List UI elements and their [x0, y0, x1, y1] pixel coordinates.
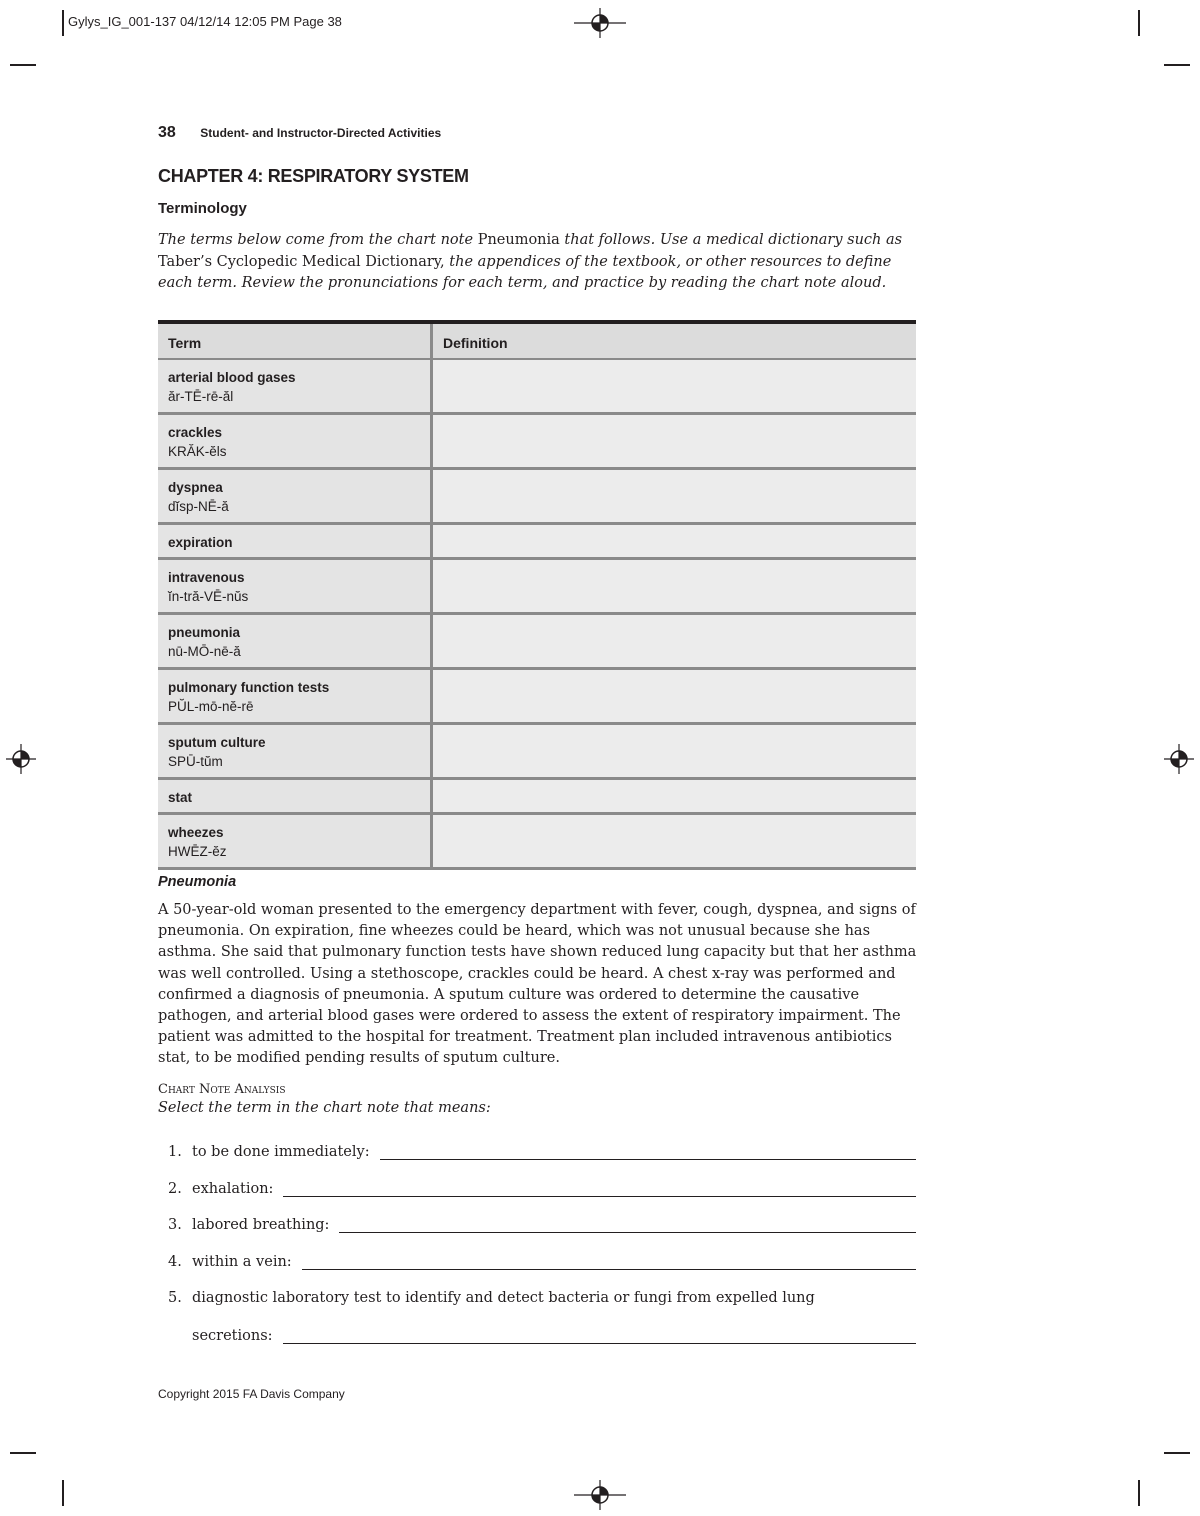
term-name: intravenous — [168, 570, 245, 585]
printer-slug: Gylys_IG_001-137 04/12/14 12:05 PM Page 38 — [68, 14, 342, 29]
definition-cell[interactable] — [432, 414, 917, 469]
question-5 — [168, 1290, 916, 1306]
definition-cell[interactable] — [432, 469, 917, 524]
registration-mark-icon — [6, 744, 36, 774]
table-row — [158, 359, 916, 414]
section-title: Terminology — [158, 200, 247, 217]
term-cell — [158, 414, 432, 469]
instructions-text: the appendices of the textbook, or other resources to define each term. Review the pronunciations for each term, and practice by reading the chart note aloud. — [158, 253, 892, 291]
term-cell — [158, 779, 432, 814]
answer-line[interactable] — [283, 1327, 916, 1344]
answer-line[interactable] — [380, 1143, 916, 1160]
term-name: pneumonia — [168, 625, 241, 640]
table-row — [158, 414, 916, 469]
definition-cell[interactable] — [432, 524, 917, 559]
instructions-text: that follows. Use a medical dictionary such as — [559, 232, 903, 248]
running-head — [158, 124, 441, 142]
header-term: Term — [158, 322, 432, 359]
table-row — [158, 814, 916, 869]
page-number: 38 — [158, 124, 176, 141]
question-text: exhalation: — [192, 1181, 274, 1197]
term-cell — [158, 469, 432, 524]
chart-note-title: Pneumonia — [158, 874, 237, 890]
table-row — [158, 559, 916, 614]
definition-cell[interactable] — [432, 724, 917, 779]
definition-cell[interactable] — [432, 359, 917, 414]
definition-cell[interactable] — [432, 669, 917, 724]
chart-note-name: Pneumonia — [477, 232, 560, 248]
table-header-row — [158, 322, 916, 359]
registration-mark-icon — [574, 1480, 626, 1510]
question-number: 3. — [168, 1217, 182, 1233]
table-row — [158, 524, 916, 559]
table-row — [158, 724, 916, 779]
term-pronunciation: ĭn-tră-VĒ-nŭs — [168, 589, 249, 604]
term-cell — [158, 559, 432, 614]
term-cell — [158, 814, 432, 869]
answer-line[interactable] — [339, 1216, 916, 1233]
question-number: 5. — [168, 1290, 182, 1306]
question-number: 1. — [168, 1144, 182, 1160]
question-4 — [168, 1253, 916, 1270]
question-5-continuation — [192, 1327, 916, 1344]
term-name: wheezes — [168, 825, 224, 840]
question-number: 2. — [168, 1181, 182, 1197]
chapter-title: CHAPTER 4: RESPIRATORY SYSTEM — [158, 166, 469, 186]
running-head-title: Student- and Instructor-Directed Activities — [200, 126, 442, 140]
term-pronunciation: HWĒZ-ĕz — [168, 844, 227, 859]
question-text: labored breathing: — [192, 1217, 330, 1233]
table-row — [158, 779, 916, 814]
question-text: to be done immediately: — [192, 1144, 370, 1160]
table-row — [158, 669, 916, 724]
table-row — [158, 469, 916, 524]
crop-mark — [1164, 64, 1190, 66]
analysis-heading: Chart Note Analysis — [158, 1082, 286, 1097]
crop-mark — [10, 1452, 36, 1454]
header-definition: Definition — [432, 322, 917, 359]
crop-mark — [62, 10, 64, 36]
definition-cell[interactable] — [432, 614, 917, 669]
question-text: diagnostic laboratory test to identify and detect bacteria or fungi from expelled lung — [192, 1290, 815, 1306]
dictionary-name: Taber’s Cyclopedic Medical Dictionary, — [158, 253, 445, 270]
instructions — [158, 230, 918, 295]
term-cell — [158, 614, 432, 669]
table-row — [158, 614, 916, 669]
registration-mark-icon — [574, 8, 626, 38]
definition-cell[interactable] — [432, 779, 917, 814]
crop-mark — [1138, 1480, 1140, 1506]
instructions-text: The terms below come from the chart note — [158, 232, 478, 248]
term-name: expiration — [168, 535, 233, 550]
term-name: crackles — [168, 425, 223, 440]
question-2 — [168, 1180, 916, 1197]
answer-line[interactable] — [302, 1253, 916, 1270]
term-pronunciation: SPŪ-tŭm — [168, 754, 223, 769]
term-pronunciation: KRĂK-ĕls — [168, 444, 227, 459]
question-number: 4. — [168, 1254, 182, 1270]
term-pronunciation: ăr-TĒ-rē-ăl — [168, 389, 234, 404]
definition-cell[interactable] — [432, 559, 917, 614]
term-pronunciation: dĭsp-NĒ-ă — [168, 499, 229, 514]
copyright: Copyright 2015 FA Davis Company — [158, 1387, 345, 1401]
term-name: arterial blood gases — [168, 370, 296, 385]
crop-mark — [1164, 1452, 1190, 1454]
question-text: within a vein: — [192, 1254, 292, 1270]
term-name: sputum culture — [168, 735, 266, 750]
crop-mark — [1138, 10, 1140, 36]
answer-line[interactable] — [283, 1180, 916, 1197]
analysis-instruction: Select the term in the chart note that means: — [158, 1100, 491, 1116]
crop-mark — [10, 64, 36, 66]
term-name: stat — [168, 790, 193, 805]
term-cell — [158, 669, 432, 724]
question-1 — [168, 1143, 916, 1160]
term-cell — [158, 359, 432, 414]
registration-mark-icon — [1164, 744, 1194, 774]
question-3 — [168, 1216, 916, 1233]
question-text: secretions: — [192, 1328, 273, 1344]
term-cell — [158, 524, 432, 559]
term-name: dyspnea — [168, 480, 223, 495]
definition-cell[interactable] — [432, 814, 917, 869]
term-pronunciation: nū-MŌ-nē-ă — [168, 644, 241, 659]
term-cell — [158, 724, 432, 779]
term-name: pulmonary function tests — [168, 680, 330, 695]
term-pronunciation: PŬL-mō-nĕ-rē — [168, 699, 254, 714]
terminology-table — [158, 320, 916, 870]
chart-note-body: A 50-year-old woman presented to the emergency department with fever, cough, dyspnea, and signs of pneumonia. On expiration, fine wheezes could be heard, which was not unusual because she has asthma. She said that pulmonary function tests have shown reduced lung capacity but that her asthma was well controlled. Using a stethoscope, crackles could be heard. A chest x-ray was performed and confirmed a diagnosis of pneumonia. A sputum culture was ordered to determine the causative pathogen, and arterial blood gases were ordered to assess the extent of respiratory impairment. The patient was admitted to the hospital for treatment. Treatment plan included intravenous antibiotics stat, to be modified pending results of sputum culture. — [158, 902, 917, 1067]
crop-mark — [62, 1480, 64, 1506]
